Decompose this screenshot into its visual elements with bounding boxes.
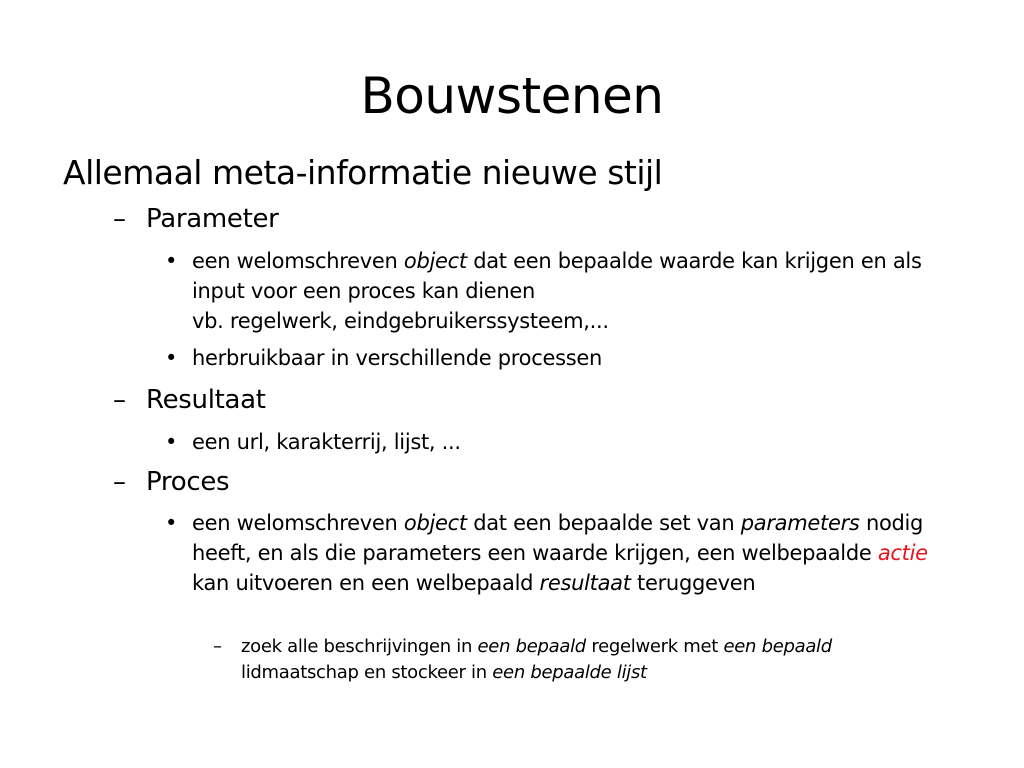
bullet-marker: • xyxy=(165,430,178,454)
italic-run: object xyxy=(403,249,467,273)
heading-proces xyxy=(113,464,229,500)
text-run: lidmaatschap en stockeer in xyxy=(241,662,493,683)
text-run: een welomschreven xyxy=(192,511,404,535)
bullet-resultaat-examples xyxy=(165,427,955,457)
text-run: zoek alle beschrijvingen in xyxy=(241,636,478,657)
dash-marker: – xyxy=(113,467,126,497)
sub-bullet-text xyxy=(241,634,913,686)
bullet-proces-definition xyxy=(165,508,955,598)
italic-run: parameters xyxy=(740,511,860,535)
italic-run: een bepaalde lijst xyxy=(492,662,647,683)
text-run: dat een bepaalde waarde kan krijgen en als input voor een proces kan dienen xyxy=(192,249,922,303)
text-run: teruggeven xyxy=(630,571,756,595)
slide-title: Bouwstenen xyxy=(360,67,664,125)
italic-run: resultaat xyxy=(539,571,631,595)
bullet-text: herbruikbaar in verschillende processen xyxy=(192,346,602,370)
text-run: nodig heeft, en als die parameters een waarde krijgen, een welbepaalde xyxy=(192,511,924,565)
text-run: dat een bepaalde set van xyxy=(466,511,741,535)
emphasis-run-actie: actie xyxy=(877,541,928,565)
heading-parameter xyxy=(113,201,279,237)
bullet-marker: • xyxy=(165,249,178,273)
heading-resultaat-label: Resultaat xyxy=(146,385,266,415)
text-run: regelwerk met xyxy=(585,636,724,657)
text-run: vb. regelwerk, eindgebruikerssysteem,... xyxy=(192,309,609,333)
heading-resultaat xyxy=(113,382,266,418)
bullet-parameter-reuse xyxy=(165,343,955,373)
text-run: kan uitvoeren en een welbepaald xyxy=(192,571,540,595)
heading-parameter-label: Parameter xyxy=(146,204,279,234)
intro-line: Allemaal meta-informatie nieuwe stijl xyxy=(63,153,663,192)
bullet-parameter-definition xyxy=(165,246,955,336)
italic-run: een bepaald xyxy=(723,636,832,657)
bullet-marker: • xyxy=(165,346,178,370)
bullet-text xyxy=(192,508,955,598)
bullet-marker: • xyxy=(165,511,178,535)
sub-bullet-proces-example xyxy=(213,634,913,686)
dash-marker: – xyxy=(113,385,126,415)
italic-run: een bepaald xyxy=(477,636,586,657)
heading-proces-label: Proces xyxy=(146,467,230,497)
bullet-text xyxy=(192,246,955,336)
bullet-text: een url, karakterrij, lijst, ... xyxy=(192,430,461,454)
text-run: een welomschreven xyxy=(192,249,404,273)
dash-marker: – xyxy=(213,636,222,657)
dash-marker: – xyxy=(113,204,126,234)
italic-run: object xyxy=(403,511,467,535)
